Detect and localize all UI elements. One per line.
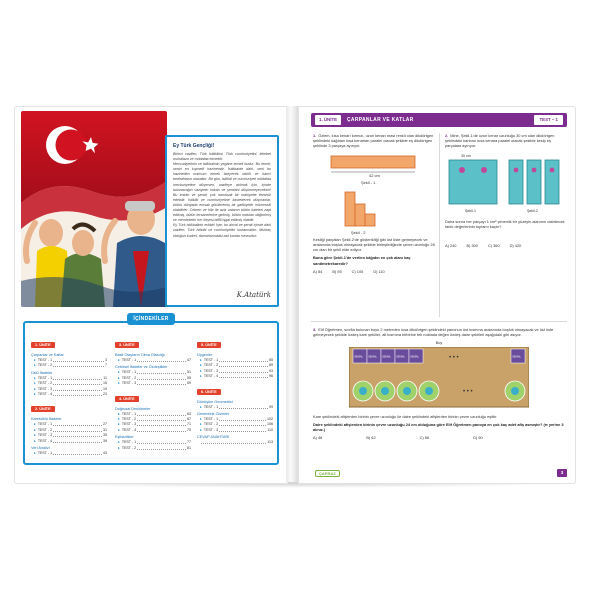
address-title: Ey Türk Gençliği! xyxy=(173,143,215,149)
toc-entry-label: TEST - 3 xyxy=(203,368,219,373)
toc-entry-label: TEST - 3 xyxy=(203,427,219,432)
publisher-logo: ÇAPRAZ xyxy=(315,470,340,477)
question-3-figure xyxy=(349,341,529,411)
bullet-icon: ▸ xyxy=(200,427,202,432)
toc-leader-dots xyxy=(137,440,186,444)
toc-leader-dots xyxy=(53,392,102,396)
toc-topic[interactable]: Cebirsel İfadeler ve Özdeşlikler xyxy=(115,365,168,370)
toc-entry[interactable] xyxy=(31,363,107,368)
unit-topic-title: ÇARPANLAR VE KATLAR xyxy=(347,117,414,123)
turkish-flag-illustration xyxy=(21,111,167,307)
bullet-icon: ▸ xyxy=(34,438,36,443)
bullet-icon: ▸ xyxy=(34,433,36,438)
toc-entry[interactable] xyxy=(31,392,107,397)
toc-leader-dots xyxy=(219,374,268,378)
bullet-icon: ▸ xyxy=(118,422,120,427)
question-3 xyxy=(313,327,567,440)
toc-leader-dots xyxy=(137,417,186,421)
question-1-ask: Buna göre Şekil-1'de verilen kâğıdın en çok alanı kaç santimetrekaredir? xyxy=(313,255,411,266)
bullet-icon: ▸ xyxy=(118,440,120,445)
toc-leader-dots xyxy=(137,422,186,426)
toc-topic[interactable]: Veri Analizi xyxy=(31,446,50,451)
toc-entry-page: 47 xyxy=(187,358,191,362)
toc-entry-label: TEST - 1 xyxy=(203,358,219,362)
unit-badge: 1. ÜNİTE xyxy=(315,115,341,125)
toc-leader-dots xyxy=(219,417,266,421)
toc-entry-page: 51 xyxy=(187,370,191,375)
toc-title-tab: İÇİNDEKİLER xyxy=(127,313,175,325)
question-2-options xyxy=(445,243,567,248)
circle-poster-center xyxy=(425,387,433,395)
toc-entry-page: 23 xyxy=(103,392,107,397)
toc-entry[interactable] xyxy=(115,358,191,363)
toc-topic[interactable]: Çarpanlar ve Katlar xyxy=(31,353,64,357)
question-2-text-2: Daha sonra her parçayı 1 cm² çimenlik bir yüzeyin alanının olabilecek farklı değerlerinin toplamı kaçtır? xyxy=(445,218,565,230)
toc-topic[interactable]: Dönüşüm Geometrisi xyxy=(197,399,233,404)
toc-entry[interactable] xyxy=(115,381,191,386)
toc-leader-dots xyxy=(53,363,104,367)
toc-entry[interactable] xyxy=(115,428,191,433)
toc-entry-page: 39 xyxy=(103,438,107,443)
bullet-icon: ▸ xyxy=(118,427,120,432)
toc-entry[interactable] xyxy=(197,374,273,379)
question-1-option-c[interactable]: C) 105 xyxy=(351,268,364,274)
youth-address-box xyxy=(165,135,279,307)
toc-unit-chip: 5. ÜNİTE xyxy=(197,342,221,348)
toc-leader-dots xyxy=(219,363,268,367)
toc-entry-label: TEST - 1 xyxy=(37,375,53,380)
toc-entry-page: 89 xyxy=(269,363,273,368)
toc-entry[interactable] xyxy=(197,440,273,445)
question-2-dimension: 30 cm xyxy=(461,153,471,158)
toc-leader-dots xyxy=(137,358,186,362)
toc-leader-dots xyxy=(137,446,186,450)
toc-leader-dots xyxy=(53,428,102,432)
toc-unit-chip: 3. ÜNİTE xyxy=(115,342,139,348)
left-page xyxy=(14,106,288,484)
circle-poster-center xyxy=(403,387,411,395)
bullet-icon: ▸ xyxy=(34,375,36,380)
ataturk-signature: K.Atatürk xyxy=(236,291,271,299)
question-1-option-a[interactable]: A) 84 xyxy=(313,268,323,274)
bullet-icon: ▸ xyxy=(34,427,36,432)
question-3-option-c[interactable]: C) 56 xyxy=(419,435,430,441)
toc-entry-label: TEST - 4 xyxy=(37,438,53,443)
question-2-fig1-label: Şekil-1 xyxy=(465,208,476,213)
toc-leader-dots xyxy=(53,387,102,391)
square-poster-label: GENIAL xyxy=(396,355,405,359)
open-book xyxy=(14,106,574,488)
question-1-fig1-label: Şekil - 1 xyxy=(361,179,376,185)
toc-entry-page: 106 xyxy=(267,422,273,427)
toc-entry-label: TEST - 2 xyxy=(203,363,219,368)
toc-topic[interactable]: Üslü İfadeler xyxy=(31,370,53,375)
toc-entry-page: 99 xyxy=(269,404,273,409)
toc-entry-page: 63 xyxy=(187,411,191,416)
toc-entry-label: TEST - 1 xyxy=(121,370,137,375)
toc-entry-label: TEST - 4 xyxy=(37,392,53,397)
bullet-icon: ▸ xyxy=(118,417,120,422)
toc-entry-label: TEST - 2 xyxy=(37,427,53,432)
question-3-ask: Daire şeklindeki afişlerden birinin çevre uzunluğu 24 cm olduğuna göre Elif Öğretmen panoya en çok kaç adet afiş asmıştır? (π yerine 3 alınız.) xyxy=(313,421,564,432)
toc-entry-page: 35 xyxy=(103,433,107,438)
square-poster-label: GENIAL xyxy=(354,355,363,359)
column-divider xyxy=(439,133,440,317)
toc-entry-label: TEST - 1 xyxy=(121,358,137,362)
toc-leader-dots xyxy=(219,428,266,432)
square-poster-label: GENIAL xyxy=(382,355,391,359)
question-3-text: Elif Öğretmen, sınıfta bulunan boyu 2 metreden kısa dikdörtgen şeklindeki panonun üst kısmına aralarında boşluk olmayacak ve üst üste gelmeyecek şekilde özdeş kare şekiller, alt kısmına birbirine tek noktada değen özdeş daire şekilleri aşağıdaki gibi asıyor. xyxy=(313,327,554,338)
toc-entry-page: 81 xyxy=(187,445,191,450)
toc-entry[interactable] xyxy=(31,439,107,444)
question-1-figures xyxy=(313,152,435,236)
toc-entry-page: 11 xyxy=(103,375,107,380)
circle-poster-center xyxy=(381,387,389,395)
table-of-contents xyxy=(23,321,279,465)
toc-topic[interactable]: Eşitsizlikler xyxy=(115,435,134,440)
toc-entry[interactable] xyxy=(31,451,107,456)
bullet-icon: ▸ xyxy=(118,411,120,416)
toc-leader-dots xyxy=(53,451,102,455)
toc-entry-label: TEST - 1 xyxy=(37,358,53,362)
question-2-option-c[interactable]: C) 360 xyxy=(487,243,500,249)
toc-entry-page: 43 xyxy=(103,451,107,456)
toc-entry-label: TEST - 2 xyxy=(37,381,53,386)
question-3-option-a[interactable]: A) 48 xyxy=(313,435,323,441)
question-2-figures xyxy=(445,152,567,218)
toc-entry-label: TEST - 1 xyxy=(37,422,53,427)
toc-unit-chip: 6. ÜNİTE xyxy=(197,389,221,395)
toc-unit-chip: 1. ÜNİTE xyxy=(31,342,55,348)
circle-poster-center xyxy=(511,387,519,395)
pano-board xyxy=(349,347,529,411)
toc-leader-dots xyxy=(53,358,104,362)
bullet-icon: ▸ xyxy=(34,381,36,386)
question-1-option-b[interactable]: B) 95 xyxy=(332,268,342,274)
toc-entry-page: 71 xyxy=(187,422,191,427)
toc-entry-page: 113 xyxy=(267,440,273,445)
toc-entry-label: TEST - 3 xyxy=(121,422,137,427)
question-1 xyxy=(313,133,435,274)
bullet-icon: ▸ xyxy=(34,363,36,368)
toc-entry-label: TEST - 2 xyxy=(121,445,137,450)
toc-entry-page: 77 xyxy=(187,440,191,445)
ataturk-flag-poster xyxy=(21,111,167,307)
toc-entry-label: TEST - 1 xyxy=(37,451,53,456)
bullet-icon: ▸ xyxy=(200,368,202,373)
ellipsis-icon: • • • xyxy=(463,389,473,396)
toc-entry-label: TEST - 3 xyxy=(121,381,137,386)
toc-entry-page: 55 xyxy=(187,375,191,380)
toc-leader-dots xyxy=(201,440,266,444)
toc-entry-label: TEST - 1 xyxy=(121,411,137,416)
toc-entry-label: TEST - 1 xyxy=(203,404,219,409)
question-1-text: Özlem, kısa kenarı kırmızı, uzun kenarı mavi renkli olan dikdörtgen şeklindeki kağıttan kısa kenarları paralel olacak şekilde eş dikdörtgen şeklinde 3 parçaya ayırıyor. xyxy=(313,133,434,149)
bullet-icon: ▸ xyxy=(118,445,120,450)
test-badge: TEST – 1 xyxy=(534,115,563,125)
bullet-icon: ▸ xyxy=(200,374,202,379)
toc-topic[interactable]: Basit Olayların Olma Olasılığı xyxy=(115,353,165,357)
question-2-fig2-label: Şekil-2 xyxy=(527,208,538,213)
toc-leader-dots xyxy=(219,405,268,409)
toc-entry-label: TEST - 4 xyxy=(121,427,137,432)
circle-poster-center xyxy=(359,387,367,395)
toc-entry-label: TEST - 2 xyxy=(203,422,219,427)
toc-entry[interactable] xyxy=(197,428,273,433)
toc-unit-chip: 4. ÜNİTE xyxy=(115,396,139,402)
bullet-icon: ▸ xyxy=(34,451,36,456)
toc-leader-dots xyxy=(219,422,266,426)
toc-entry-page: 96 xyxy=(269,374,273,379)
bullet-icon: ▸ xyxy=(118,375,120,380)
toc-topic[interactable]: CEVAP ANAHTARI xyxy=(197,435,230,440)
question-2-option-b[interactable]: B) 300 xyxy=(466,243,478,249)
toc-column-1 xyxy=(31,333,107,456)
toc-entry-label: TEST - 2 xyxy=(121,375,137,380)
unit-header-bar xyxy=(311,113,567,127)
toc-entry-label: TEST - 1 xyxy=(203,417,219,422)
square-poster-label: GENIAL xyxy=(410,355,419,359)
question-2-number: 2. xyxy=(445,133,449,138)
question-2 xyxy=(445,133,567,248)
toc-entry-page: 3 xyxy=(105,358,107,362)
toc-entry-page: 75 xyxy=(187,427,191,432)
question-1-number: 1. xyxy=(313,133,317,138)
toc-entry-page: 7 xyxy=(105,363,107,368)
bullet-icon: ▸ xyxy=(118,358,120,362)
toc-entry-label: TEST - 3 xyxy=(37,386,53,391)
square-poster-label: GENIAL xyxy=(512,355,521,359)
question-3-caption: Kare şeklindeki afişlerden birinin çevre uzunluğu ile daire şeklindeki afişlerden birinin çevre uzunluğu eşittir. xyxy=(313,414,498,420)
toc-entry-page: 31 xyxy=(103,427,107,432)
question-2-option-d[interactable]: D) 420 xyxy=(509,243,522,249)
address-body: Birinci vazifen, Türk istiklâlini, Türk cumhuriyetini, ilelebet muhafaza ve müdafaa etmektir. Mevcudiyetinin ve istikbalinin yegâne temeli budur. Bu temel, senin en kıymetli hazinendir. İstikbalde dahi, seni bu hazineden mahrum etmek isteyecek dahilî ve haricî bedhahların olacaktır. Bir gün, istiklâl ve cumhuriyeti müdafaa mecburiyetine düşersen, vazifeye atılmak için, içinde bulunacağın vaziyetin imkân ve şeraitini düşünmeyeceksin! Bu imkân ve şerait, çok namüsait bir mahiyette tezahür edebilir. İstiklâl ve cumhuriyetine kastedecek düşmanlar, bütün dünyada emsali görülmemiş bir galibiyetin mümessili olabilirler. Cebren ve hile ile aziz vatanın bütün kaleleri zapt edilmiş, bütün tersanelerine girilmiş, bütün orduları dağıtılmış ve memleketin her köşesi bilfiil işgal edilmiş olabilir. Ey Türk istikbalinin evlâdı! İşte, bu ahval ve şerait içinde dahi vazifen, Türk istiklâl ve cumhuriyetini kurtarmaktır. Muhtaç olduğun kudret, damarlarındaki asil kanda mevcuttur. xyxy=(173,152,271,238)
question-3-dimension: Boy xyxy=(435,341,443,346)
question-3-option-b[interactable]: B) 62 xyxy=(366,435,376,441)
toc-leader-dots xyxy=(137,370,186,374)
toc-entry-page: 110 xyxy=(267,427,273,432)
toc-leader-dots xyxy=(53,433,102,437)
question-3-number: 3. xyxy=(313,327,317,332)
page-number: 3 xyxy=(557,469,567,477)
toc-column-2 xyxy=(115,333,191,451)
toc-entry-page: 102 xyxy=(267,417,273,422)
toc-column-3 xyxy=(197,333,273,446)
toc-entry-label: TEST - 1 xyxy=(121,440,137,445)
toc-entry[interactable] xyxy=(197,405,273,410)
toc-topic[interactable]: Doğrusal Denklemler xyxy=(115,406,151,411)
toc-entry-page: 93 xyxy=(269,368,273,373)
question-1-text-2: Kestiği parçaları Şekil-2'de gösterildiği gibi üst üste gelmeyecek ve aralarında boşluk olmayacak şekilde birleştirdiğinde çevre uzunluğu 26 cm olan bir şekil elde ediyor. xyxy=(313,236,435,253)
toc-topic[interactable]: Kareköklü İfadeler xyxy=(31,417,62,422)
right-page xyxy=(298,106,576,484)
bullet-icon: ▸ xyxy=(200,363,202,368)
bullet-icon: ▸ xyxy=(34,422,36,427)
toc-entry-page: 67 xyxy=(187,417,191,422)
toc-entry-page: 27 xyxy=(103,422,107,427)
toc-entry-label: TEST - 2 xyxy=(121,417,137,422)
ellipsis-icon: • • • xyxy=(449,355,459,362)
toc-leader-dots xyxy=(53,439,102,443)
question-1-options xyxy=(313,269,435,274)
question-2-text: Mine, Şekil-1'de uzun kenar uzunluğu 30 cm olan dikdörtgen şeklindeki kartonu kısa kenara paralel olacak şekilde kesip eş parçalara ayırıyor. xyxy=(445,133,555,149)
question-1-dimension: 42 cm xyxy=(369,172,380,178)
toc-leader-dots xyxy=(137,428,186,432)
question-3-option-d[interactable]: D) 60 xyxy=(473,435,483,441)
bullet-icon: ▸ xyxy=(200,404,202,409)
toc-entry[interactable] xyxy=(115,446,191,451)
toc-leader-dots xyxy=(137,412,186,416)
toc-entry-page: 15 xyxy=(103,381,107,386)
book-spine xyxy=(286,106,298,482)
bullet-icon: ▸ xyxy=(200,422,202,427)
bullet-icon: ▸ xyxy=(34,358,36,362)
toc-entry-label: TEST - 2 xyxy=(37,363,53,368)
question-2-option-a[interactable]: A) 240 xyxy=(445,243,457,249)
question-1-fig2-label: Şekil - 2 xyxy=(351,229,366,235)
toc-entry-page: 19 xyxy=(103,386,107,391)
question-1-option-d[interactable]: D) 110 xyxy=(373,268,385,274)
bullet-icon: ▸ xyxy=(34,386,36,391)
toc-entry-label: TEST - 3 xyxy=(37,433,53,438)
bullet-icon: ▸ xyxy=(200,358,202,362)
toc-leader-dots xyxy=(219,358,268,362)
bullet-icon: ▸ xyxy=(118,370,120,375)
toc-leader-dots xyxy=(53,376,102,380)
question-3-options xyxy=(313,435,567,440)
toc-leader-dots xyxy=(137,381,186,385)
toc-leader-dots xyxy=(53,381,102,385)
bullet-icon: ▸ xyxy=(200,417,202,422)
bullet-icon: ▸ xyxy=(118,381,120,386)
toc-unit-chip: 2. ÜNİTE xyxy=(31,406,55,412)
toc-entry-label: TEST - 4 xyxy=(203,374,219,379)
toc-topic[interactable]: Üçgenler xyxy=(197,353,213,357)
toc-leader-dots xyxy=(137,376,186,380)
toc-entry-page: 85 xyxy=(269,358,273,362)
square-poster-label: GENIAL xyxy=(368,355,377,359)
toc-leader-dots xyxy=(219,369,268,373)
row-divider xyxy=(311,321,567,322)
bullet-icon: ▸ xyxy=(34,392,36,397)
toc-topic[interactable]: Geometrik Cisimler xyxy=(197,412,230,417)
toc-entry-page: 59 xyxy=(187,381,191,386)
toc-leader-dots xyxy=(53,422,102,426)
